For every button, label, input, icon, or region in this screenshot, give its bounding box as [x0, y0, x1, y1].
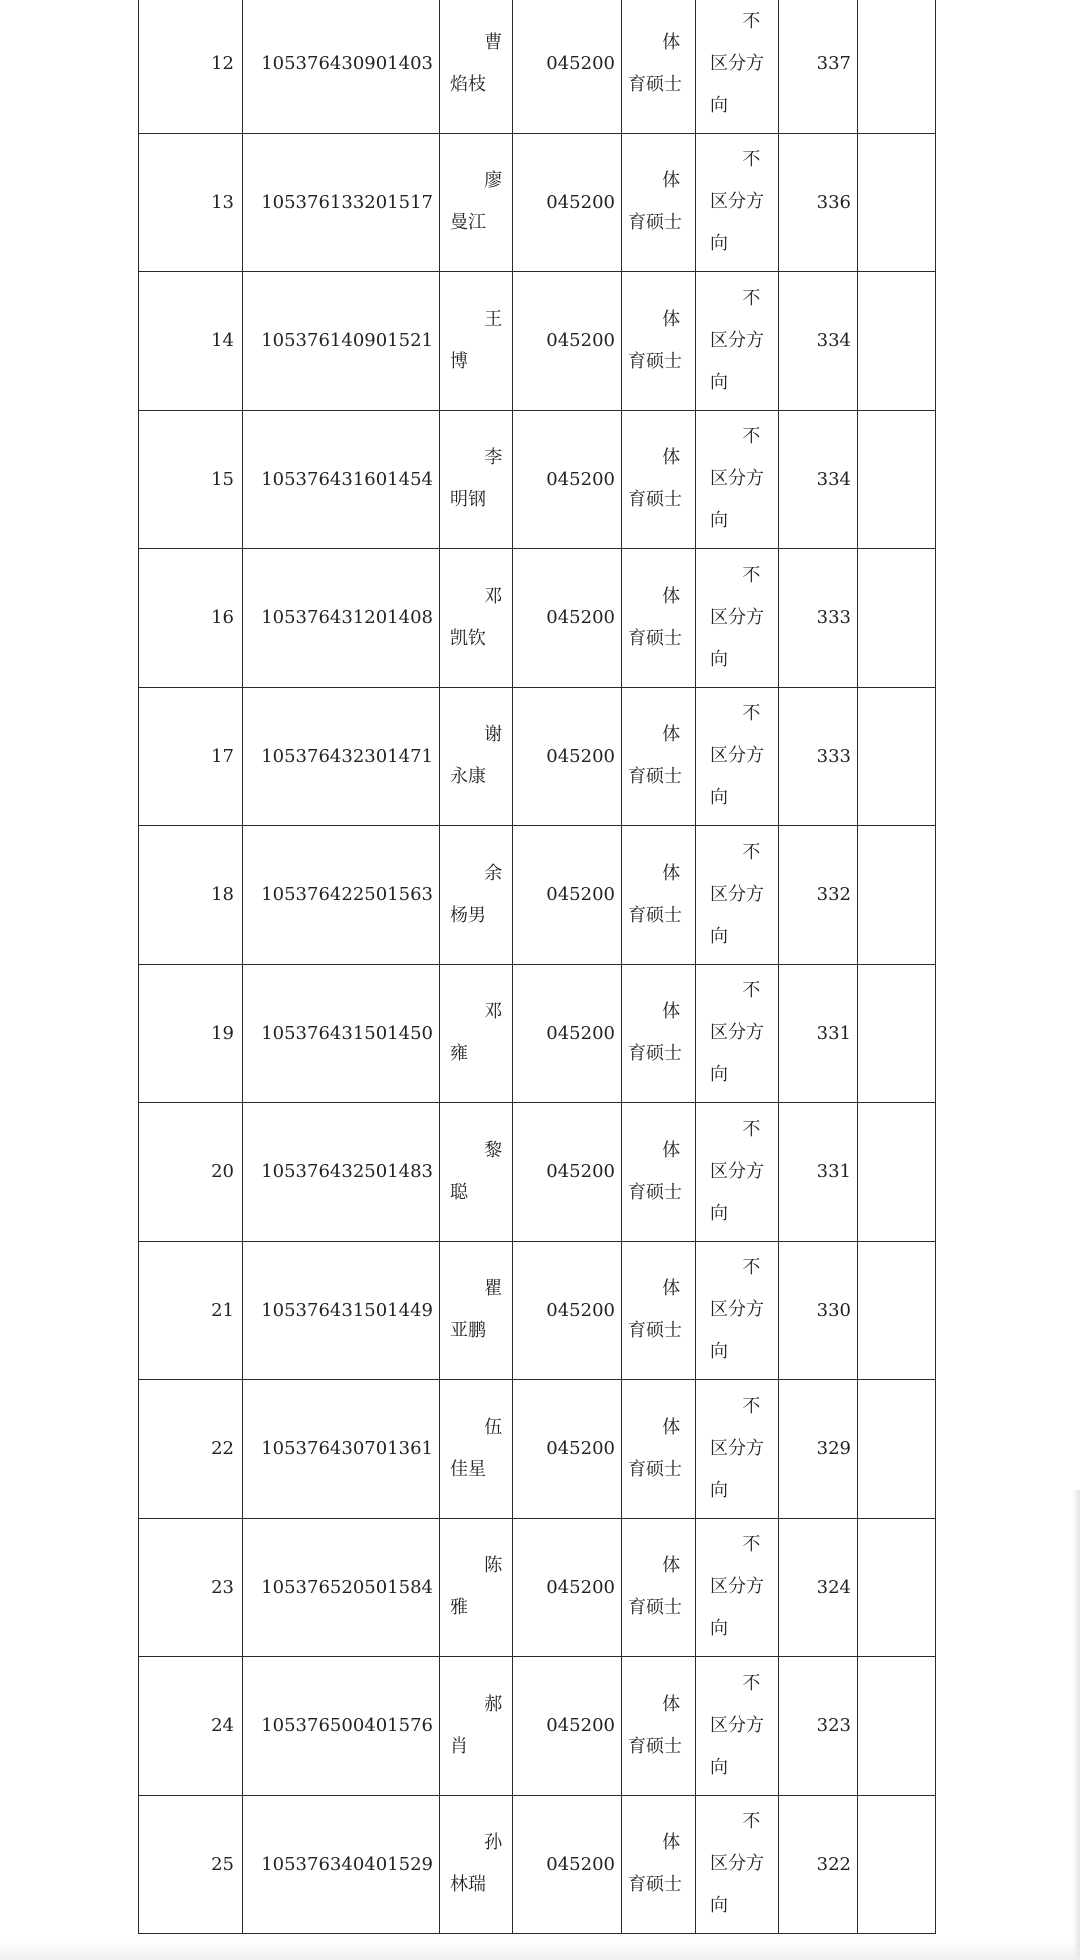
- cell-research-direction: [696, 964, 779, 1103]
- cell-major-name-text: 体育硕士: [628, 308, 682, 372]
- cell-research-direction-text: 不区分方向: [710, 1395, 764, 1501]
- cell-row-number: 25: [139, 1795, 243, 1934]
- cell-remark: [858, 687, 936, 826]
- cell-research-direction-text: 不区分方向: [710, 564, 764, 670]
- cell-candidate-name-text: 陈雅: [450, 1555, 503, 1619]
- cell-total-score: 331: [779, 964, 858, 1103]
- cell-major-code: 045200: [513, 1518, 622, 1657]
- cell-research-direction: [696, 1241, 779, 1380]
- cell-research-direction: [696, 1103, 779, 1242]
- cell-remark: [858, 1241, 936, 1380]
- table-row: [139, 964, 936, 1103]
- cell-major-code: 045200: [513, 964, 622, 1103]
- admission-list-table: [138, 0, 936, 1934]
- table-body: [139, 0, 936, 1934]
- cell-exam-id: 105376133201517: [243, 133, 440, 272]
- cell-total-score: 322: [779, 1795, 858, 1934]
- cell-total-score: 333: [779, 549, 858, 688]
- cell-row-number: 21: [139, 1241, 243, 1380]
- cell-research-direction-text: 不区分方向: [710, 1811, 764, 1917]
- cell-candidate-name-text: 李明钢: [450, 447, 503, 511]
- cell-research-direction-text: 不区分方向: [710, 1118, 764, 1224]
- cell-exam-id: 105376520501584: [243, 1518, 440, 1657]
- cell-candidate-name: [440, 826, 513, 965]
- cell-major-code: 045200: [513, 549, 622, 688]
- table-row: [139, 272, 936, 411]
- cell-major-name-text: 体育硕士: [628, 31, 682, 95]
- table-row: [139, 0, 936, 133]
- cell-exam-id: 105376422501563: [243, 826, 440, 965]
- cell-major-name-text: 体育硕士: [628, 1416, 682, 1480]
- cell-major-name-text: 体育硕士: [628, 170, 682, 234]
- cell-row-number: 20: [139, 1103, 243, 1242]
- cell-total-score: 330: [779, 1241, 858, 1380]
- cell-row-number: 14: [139, 272, 243, 411]
- cell-candidate-name: [440, 1241, 513, 1380]
- cell-research-direction-text: 不区分方向: [710, 10, 764, 116]
- cell-major-code: 045200: [513, 133, 622, 272]
- cell-exam-id: 105376500401576: [243, 1657, 440, 1796]
- cell-major-name: [622, 1380, 696, 1519]
- cell-candidate-name-text: 王博: [450, 308, 503, 372]
- cell-remark: [858, 1103, 936, 1242]
- cell-remark: [858, 549, 936, 688]
- cell-major-code: 045200: [513, 1380, 622, 1519]
- cell-major-code: 045200: [513, 410, 622, 549]
- cell-remark: [858, 1380, 936, 1519]
- cell-research-direction: [696, 549, 779, 688]
- cell-row-number: 18: [139, 826, 243, 965]
- cell-major-name: [622, 549, 696, 688]
- cell-row-number: 15: [139, 410, 243, 549]
- cell-research-direction-text: 不区分方向: [710, 1672, 764, 1778]
- cell-candidate-name: [440, 1795, 513, 1934]
- cell-row-number: 22: [139, 1380, 243, 1519]
- cell-candidate-name: [440, 272, 513, 411]
- cell-candidate-name-text: 孙林瑞: [450, 1832, 503, 1896]
- cell-remark: [858, 272, 936, 411]
- cell-research-direction-text: 不区分方向: [710, 287, 764, 393]
- cell-row-number: 24: [139, 1657, 243, 1796]
- cell-total-score: 333: [779, 687, 858, 826]
- cell-research-direction: [696, 133, 779, 272]
- cell-candidate-name: [440, 1657, 513, 1796]
- cell-major-code: 045200: [513, 1103, 622, 1242]
- cell-research-direction: [696, 1518, 779, 1657]
- cell-row-number: 16: [139, 549, 243, 688]
- cell-major-name-text: 体育硕士: [628, 1693, 682, 1757]
- cell-major-code: 045200: [513, 826, 622, 965]
- table-container: [138, 0, 936, 1934]
- table-row: [139, 1518, 936, 1657]
- cell-candidate-name-text: 伍佳星: [450, 1416, 503, 1480]
- cell-major-name: [622, 687, 696, 826]
- table-row: [139, 826, 936, 965]
- cell-major-name: [622, 1795, 696, 1934]
- cell-research-direction-text: 不区分方向: [710, 703, 764, 809]
- cell-major-name-text: 体育硕士: [628, 862, 682, 926]
- table-row: [139, 1657, 936, 1796]
- cell-major-name: [622, 1657, 696, 1796]
- cell-major-name: [622, 133, 696, 272]
- cell-total-score: 337: [779, 0, 858, 133]
- cell-remark: [858, 0, 936, 133]
- table-row: [139, 1241, 936, 1380]
- cell-major-name: [622, 272, 696, 411]
- table-row: [139, 133, 936, 272]
- cell-major-code: 045200: [513, 687, 622, 826]
- cell-candidate-name-text: 曹焰枝: [450, 31, 503, 95]
- cell-major-name-text: 体育硕士: [628, 1555, 682, 1619]
- cell-major-name-text: 体育硕士: [628, 724, 682, 788]
- cell-remark: [858, 1657, 936, 1796]
- cell-candidate-name-text: 邓凯钦: [450, 585, 503, 649]
- cell-major-name-text: 体育硕士: [628, 585, 682, 649]
- cell-major-name: [622, 1518, 696, 1657]
- cell-research-direction: [696, 272, 779, 411]
- cell-major-name-text: 体育硕士: [628, 1001, 682, 1065]
- cell-candidate-name-text: 郝肖: [450, 1693, 503, 1757]
- cell-total-score: 336: [779, 133, 858, 272]
- cell-candidate-name-text: 廖曼江: [450, 170, 503, 234]
- cell-remark: [858, 964, 936, 1103]
- cell-candidate-name-text: 谢永康: [450, 724, 503, 788]
- cell-candidate-name-text: 余杨男: [450, 862, 503, 926]
- cell-major-name: [622, 0, 696, 133]
- table-row: [139, 549, 936, 688]
- cell-candidate-name-text: 邓雍: [450, 1001, 503, 1065]
- cell-candidate-name: [440, 410, 513, 549]
- cell-exam-id: 105376430701361: [243, 1380, 440, 1519]
- cell-research-direction: [696, 0, 779, 133]
- cell-remark: [858, 1518, 936, 1657]
- cell-total-score: 329: [779, 1380, 858, 1519]
- cell-total-score: 334: [779, 410, 858, 549]
- cell-exam-id: 105376430901403: [243, 0, 440, 133]
- table-row: [139, 687, 936, 826]
- cell-major-code: 045200: [513, 272, 622, 411]
- cell-row-number: 17: [139, 687, 243, 826]
- cell-candidate-name: [440, 964, 513, 1103]
- cell-total-score: 334: [779, 272, 858, 411]
- cell-candidate-name: [440, 687, 513, 826]
- cell-major-code: 045200: [513, 1795, 622, 1934]
- table-row: [139, 1795, 936, 1934]
- cell-research-direction-text: 不区分方向: [710, 426, 764, 532]
- cell-research-direction-text: 不区分方向: [710, 841, 764, 947]
- cell-remark: [858, 826, 936, 965]
- cell-row-number: 23: [139, 1518, 243, 1657]
- cell-major-name: [622, 1103, 696, 1242]
- cell-research-direction: [696, 687, 779, 826]
- cell-remark: [858, 410, 936, 549]
- cell-remark: [858, 1795, 936, 1934]
- cell-total-score: 331: [779, 1103, 858, 1242]
- cell-exam-id: 105376431201408: [243, 549, 440, 688]
- cell-candidate-name: [440, 1103, 513, 1242]
- cell-row-number: 12: [139, 0, 243, 133]
- cell-total-score: 323: [779, 1657, 858, 1796]
- cell-major-name-text: 体育硕士: [628, 1832, 682, 1896]
- cell-exam-id: 105376431501449: [243, 1241, 440, 1380]
- cell-research-direction-text: 不区分方向: [710, 980, 764, 1086]
- cell-research-direction: [696, 1657, 779, 1796]
- cell-candidate-name: [440, 0, 513, 133]
- cell-research-direction: [696, 1380, 779, 1519]
- cell-candidate-name: [440, 1380, 513, 1519]
- cell-total-score: 332: [779, 826, 858, 965]
- table-row: [139, 410, 936, 549]
- cell-major-name-text: 体育硕士: [628, 1139, 682, 1203]
- cell-exam-id: 105376431501450: [243, 964, 440, 1103]
- table-row: [139, 1380, 936, 1519]
- table-row: [139, 1103, 936, 1242]
- cell-candidate-name: [440, 133, 513, 272]
- cell-major-name: [622, 964, 696, 1103]
- cell-research-direction: [696, 410, 779, 549]
- bottom-fade: [0, 1942, 1080, 1960]
- cell-exam-id: 105376340401529: [243, 1795, 440, 1934]
- cell-major-name-text: 体育硕士: [628, 447, 682, 511]
- cell-research-direction: [696, 1795, 779, 1934]
- cell-exam-id: 105376432301471: [243, 687, 440, 826]
- cell-exam-id: 105376140901521: [243, 272, 440, 411]
- cell-total-score: 324: [779, 1518, 858, 1657]
- cell-candidate-name-text: 瞿亚鹏: [450, 1278, 503, 1342]
- cell-major-code: 045200: [513, 0, 622, 133]
- cell-research-direction: [696, 826, 779, 965]
- cell-candidate-name-text: 黎聪: [450, 1139, 503, 1203]
- cell-research-direction-text: 不区分方向: [710, 1534, 764, 1640]
- cell-exam-id: 105376431601454: [243, 410, 440, 549]
- cell-remark: [858, 133, 936, 272]
- cell-major-code: 045200: [513, 1241, 622, 1380]
- cell-candidate-name: [440, 549, 513, 688]
- edge-shadow: [1072, 1490, 1080, 1960]
- cell-major-name: [622, 826, 696, 965]
- cell-candidate-name: [440, 1518, 513, 1657]
- cell-research-direction-text: 不区分方向: [710, 1257, 764, 1363]
- cell-major-name-text: 体育硕士: [628, 1278, 682, 1342]
- cell-major-name: [622, 410, 696, 549]
- cell-exam-id: 105376432501483: [243, 1103, 440, 1242]
- cell-row-number: 13: [139, 133, 243, 272]
- cell-major-code: 045200: [513, 1657, 622, 1796]
- cell-research-direction-text: 不区分方向: [710, 149, 764, 255]
- cell-row-number: 19: [139, 964, 243, 1103]
- cell-major-name: [622, 1241, 696, 1380]
